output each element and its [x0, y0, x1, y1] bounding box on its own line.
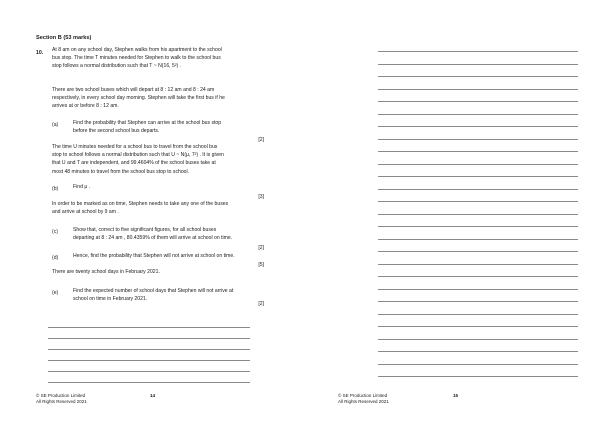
page-number: 15 — [453, 393, 459, 398]
answer-line — [378, 376, 578, 377]
february-line: There are twenty school days in February 2021. — [52, 269, 160, 275]
answer-line — [378, 76, 578, 77]
ontime-paragraph — [52, 200, 264, 216]
part-d-text: Hence, find the probability that Stephen will not arrive at school on time. — [73, 253, 235, 259]
part-c-line: departing at 8 : 24 am , 80.4359% of them will arrive at school on time. — [73, 235, 233, 242]
part-c-marks: [2] — [258, 245, 264, 251]
part-a-line: Find the probability that Stephen can arrive at the school bus stop — [73, 120, 222, 126]
footer-line: © SE Production Limited — [36, 393, 86, 398]
answer-line — [378, 51, 578, 52]
footer-line: All Rights Reserved 2021 — [36, 399, 87, 404]
answer-line — [378, 164, 578, 165]
answer-line — [378, 114, 578, 115]
answer-line — [378, 89, 578, 90]
answer-line — [48, 338, 250, 339]
part-a-label: (a) — [52, 122, 59, 128]
answer-line — [48, 327, 250, 328]
answer-line — [48, 371, 250, 372]
right-page — [300, 0, 600, 424]
answer-line — [378, 251, 578, 252]
ontime-line: In order to be marked as on time, Stephen needs to take any one of the buses — [52, 201, 229, 207]
travel-line: that U and T are independent, and 99.4604% of the school buses take at — [52, 160, 216, 167]
answer-line — [378, 326, 578, 327]
answer-line — [378, 351, 578, 352]
intro-line: bus stop. The time T minutes needed for Stephen to walk to the school bus — [52, 55, 221, 62]
answer-line — [378, 189, 578, 190]
buses-line: There are two school buses which will depart at 8 : 12 am and 8 : 24 am — [52, 87, 215, 93]
answer-line — [378, 176, 578, 177]
answer-line — [378, 226, 578, 227]
answer-line — [378, 64, 578, 65]
section-title: Section B (53 marks) — [36, 35, 92, 41]
answer-line — [48, 349, 250, 350]
travel-line: stop to school follows a normal distribution such that U ~ N(μ, 7²) . It is given — [52, 152, 224, 159]
travel-paragraph — [52, 143, 264, 176]
part-c-text — [73, 226, 232, 242]
part-e-label: (e) — [52, 290, 59, 296]
travel-line: most 48 minutes to travel from the school bus stop to school. — [52, 168, 190, 175]
footer-copyright — [36, 393, 87, 405]
part-b-text: Find μ . — [73, 184, 91, 190]
ontime-line: and arrive at school by 9 am . — [52, 209, 119, 216]
travel-line: The time U minutes needed for a school bus to travel from the school bus — [52, 144, 218, 150]
part-d-label: (d) — [52, 255, 59, 261]
part-e-line: Find the expected number of school days that Stephen will not arrive at — [73, 288, 234, 294]
buses-paragraph — [52, 86, 264, 111]
part-c-line: Show that, correct to five significant figures, for all school buses — [73, 227, 217, 233]
part-e-marks: [2] — [258, 301, 264, 307]
buses-line: respectively, in every school day morning. Stephen will take the first bus if he — [52, 95, 225, 102]
answer-line — [378, 126, 578, 127]
answer-line — [378, 139, 578, 140]
question-intro — [52, 46, 264, 71]
february-paragraph — [52, 268, 264, 276]
answer-line — [378, 101, 578, 102]
answer-line — [378, 314, 578, 315]
answer-line — [378, 364, 578, 365]
answer-line — [378, 214, 578, 215]
footer-copyright — [338, 393, 389, 405]
buses-line: arrives at or before 8 : 12 am. — [52, 103, 119, 110]
footer-line: All Rights Reserved 2021 — [338, 399, 389, 404]
part-b-label: (b) — [52, 186, 59, 192]
part-e-text — [73, 287, 233, 303]
answer-line — [378, 151, 578, 152]
part-a-text — [73, 119, 221, 135]
answer-line — [378, 201, 578, 202]
question-number: 10. — [36, 50, 44, 56]
answer-line — [378, 264, 578, 265]
part-e-line: school on time in February 2021. — [73, 296, 148, 303]
part-b-marks: [3] — [258, 194, 264, 200]
part-c-label: (c) — [52, 229, 58, 235]
answer-line — [378, 339, 578, 340]
part-d-marks: [5] — [258, 262, 264, 268]
page-number: 14 — [150, 393, 156, 398]
footer-line: © SE Production Limited — [338, 393, 388, 398]
answer-line — [48, 360, 250, 361]
part-a-line: before the second school bus departs. — [73, 128, 160, 135]
answer-line — [378, 301, 578, 302]
intro-line: stop follows a normal distribution such that T ~ N(16, 5²) . — [52, 63, 182, 70]
intro-line: At 8 am on any school day, Stephen walks from his apartment to the school — [52, 47, 222, 53]
part-a-marks: [2] — [258, 137, 264, 143]
answer-line — [378, 289, 578, 290]
answer-line — [48, 382, 250, 383]
answer-line — [378, 276, 578, 277]
answer-line — [378, 239, 578, 240]
